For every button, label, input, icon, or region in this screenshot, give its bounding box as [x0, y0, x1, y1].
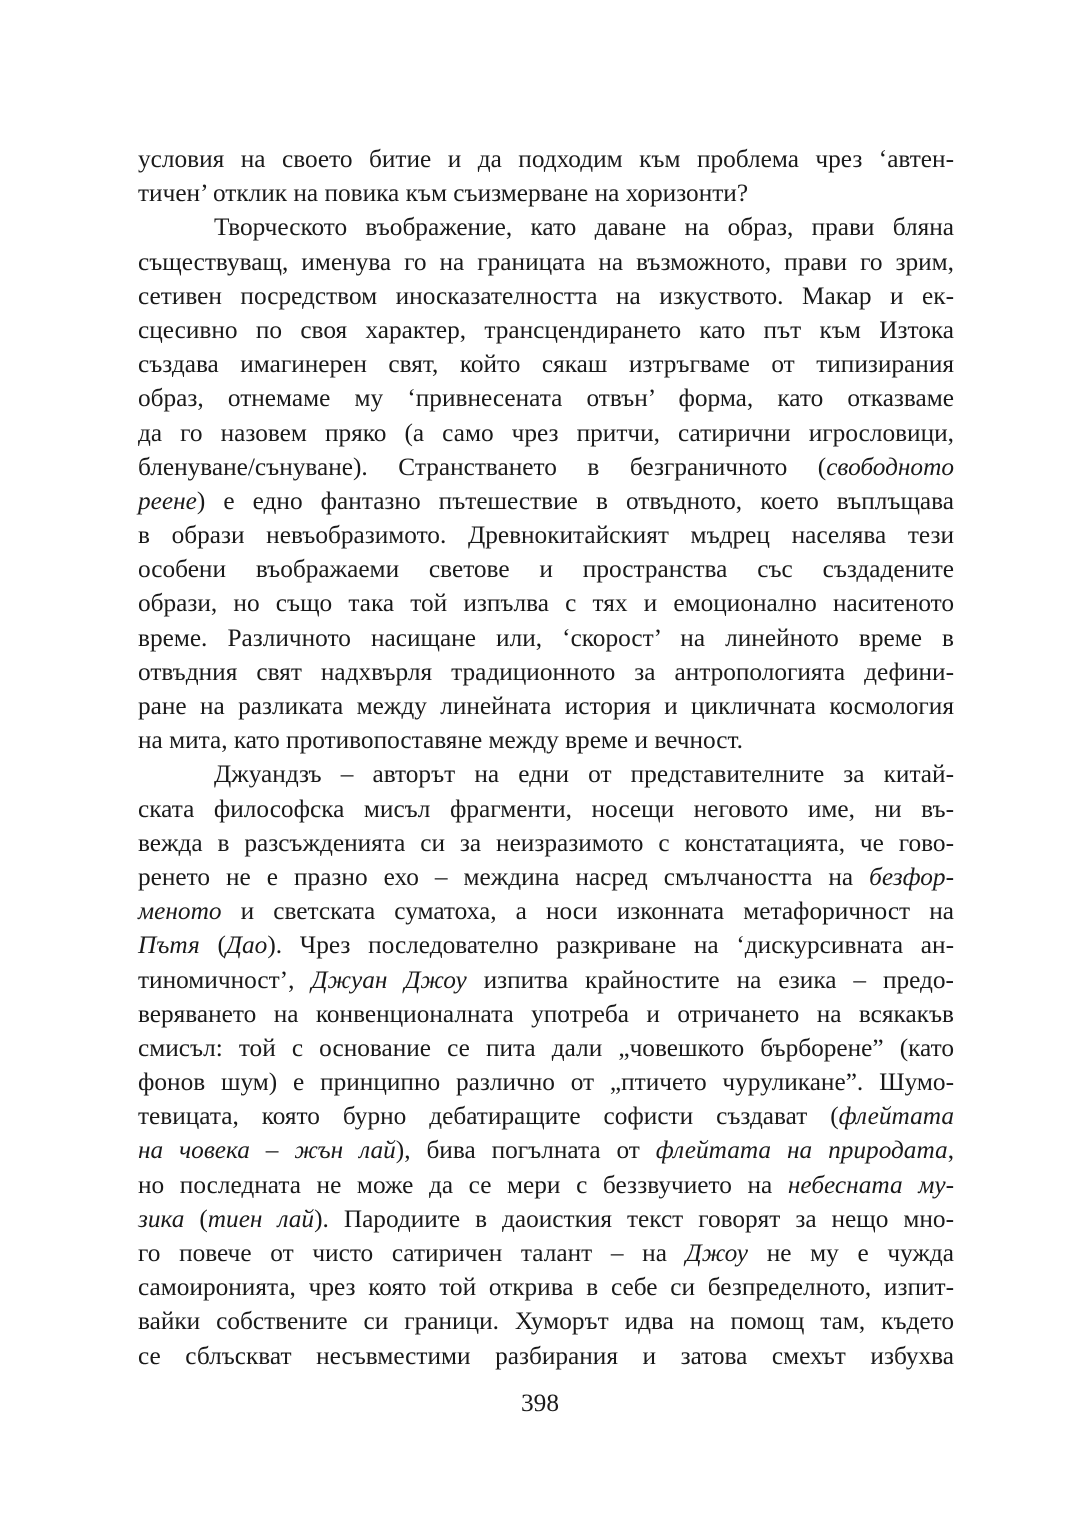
text-run: особени въображаеми светове и пространства със създадените: [138, 555, 954, 584]
text-run: веряването на конвенционалната употреба и отричането на всякакъв: [138, 999, 954, 1028]
text-run: Джуандзъ – авторът на едни от представителните за китай-: [214, 760, 954, 789]
text-run: ската философска мисъл фрагменти, носещи неговото име, ни въ-: [138, 794, 954, 823]
text-run: ), бива погълната от: [395, 1136, 656, 1165]
text-run: (: [184, 1204, 208, 1233]
italic-run: Пътя: [138, 931, 200, 960]
text-line: [138, 792, 954, 826]
text-run: ,: [947, 1136, 955, 1165]
text-line: [138, 655, 954, 689]
text-run: тевицата, която бурно дебатиращите софисти създават (: [138, 1102, 839, 1131]
italic-run: Дао: [225, 931, 268, 960]
text-line: [138, 1168, 954, 1202]
text-line: [138, 826, 954, 860]
text-line: [138, 450, 954, 484]
text-run: не му е чужда: [748, 1239, 954, 1267]
italic-run: небесната му-: [787, 1170, 954, 1199]
text-line: [138, 518, 954, 552]
text-line: [138, 245, 954, 279]
text-line: [138, 279, 954, 313]
text-run: се сблъскват несъвместими разбирания и затова смехът избухва: [138, 1341, 954, 1370]
text-run: вайки собствените си граници. Хуморът идва на помощ там, където: [138, 1307, 954, 1336]
italic-run: флейтата на природата: [655, 1136, 948, 1165]
text-line: [138, 894, 954, 928]
text-line: [138, 1133, 954, 1167]
text-run: ). Чрез последователно разкриване на ‘дискурсивната ан-: [267, 931, 955, 960]
text-line: [138, 142, 954, 176]
text-line: [138, 1339, 954, 1373]
paragraph-end-line: [138, 176, 954, 210]
text-line: [138, 484, 954, 518]
italic-run: безфор-: [869, 862, 954, 891]
text-run: ренето не е празно ехо – междина насред смълчаността на: [138, 862, 870, 891]
text-line: [138, 860, 954, 894]
italic-run: на човека – жън лай: [138, 1136, 396, 1165]
text-run: самоиронията, чрез която той открива в себе си безпределното, изпит-: [138, 1273, 954, 1302]
text-line: [138, 689, 954, 723]
page-number: 398: [521, 1389, 559, 1417]
italic-run: зика: [138, 1204, 185, 1233]
text-line: [138, 586, 954, 620]
text-line: [138, 963, 954, 997]
text-run: бленуване/сънуване). Странстването в безграничното (: [138, 452, 827, 481]
italic-run: Джоу: [685, 1239, 749, 1267]
text-run: съществуващ, именува го на границата на възможното, прави го зрим,: [138, 247, 954, 276]
text-run: сетивен посредством иносказателността на изкуството. Макар и ек-: [138, 281, 954, 310]
italic-run: реене: [138, 486, 197, 515]
body-text: [138, 142, 954, 1373]
text-line: [138, 621, 954, 655]
paragraph-first-line: [138, 757, 954, 791]
italic-run: свободното: [826, 452, 954, 481]
italic-run: тиен лай: [207, 1204, 315, 1233]
text-run: фонов шум) е принципно различно от „птичето чуруликане”. Шумо-: [138, 1068, 954, 1097]
text-run: ) е едно фантазно пътешествие в отвъдното, което въплъщава: [196, 486, 954, 515]
text-line: [138, 1031, 954, 1065]
text-line: [138, 313, 954, 347]
text-run: да го назовем пряко (а само чрез притчи, сатирични игрословици,: [138, 418, 954, 447]
text-run: смисъл: той с основание се пита дали „човешкото бърборене” (като: [138, 1033, 954, 1062]
text-run: образ, отнемаме му ‘привнесената отвън’ форма, като отказваме: [138, 384, 954, 413]
text-run: и светската суматоха, а носи изконната метафоричност на: [221, 897, 954, 926]
text-run: ). Пародиите в даоисткия текст говорят за нещо мно-: [314, 1204, 955, 1233]
text-line: [138, 1065, 954, 1099]
text-run: изпитва крайностите на езика – предо-: [466, 965, 954, 994]
text-run: условия на своето битие и да подходим към проблема чрез ‘автен-: [138, 145, 954, 173]
text-run: време. Различното насищане или, ‘скорост’ на линейното време в: [138, 623, 954, 652]
text-line: [138, 552, 954, 586]
italic-run: меното: [138, 897, 222, 926]
text-line: [138, 997, 954, 1031]
paragraph-first-line: [138, 210, 954, 244]
text-run: създава имагинерен свят, който сякаш изтръгваме от типизирания: [138, 350, 954, 379]
text-run: Творческото въображение, като даване на образ, прави бляна: [214, 213, 954, 242]
text-run: тичен’ отклик на повика към съизмерване на хоризонти?: [138, 179, 749, 208]
text-line: [138, 416, 954, 450]
text-run: образи, но също така той изпълва с тях и емоционално наситеното: [138, 589, 954, 618]
text-line: [138, 1202, 954, 1236]
italic-run: Джуан Джоу: [311, 965, 467, 994]
text-line: [138, 1099, 954, 1133]
text-run: вежда в разсъжденията си за неизразимото с констатацията, че гово-: [138, 828, 954, 857]
italic-run: флейтата: [838, 1102, 954, 1131]
text-line: [138, 1304, 954, 1338]
text-run: го повече от чисто сатиричен талант – на: [138, 1239, 686, 1267]
paragraph-end-line: [138, 723, 954, 757]
text-line: [138, 1236, 954, 1270]
text-line: [138, 1270, 954, 1304]
text-line: [138, 347, 954, 381]
text-run: отвъдния свят надхвърля традиционното за антропологията дефини-: [138, 657, 954, 686]
text-run: ране на разликата между линейната история и цикличната космология: [138, 692, 954, 720]
text-line: [138, 381, 954, 415]
text-run: (: [199, 931, 226, 960]
text-line: [138, 928, 954, 962]
text-run: сцесивно по своя характер, трансцендирането като път към Изтока: [138, 315, 954, 344]
text-run: в образи невъобразимото. Древнокитайският мъдрец населява тези: [138, 521, 954, 550]
text-run: но последната не може да се мери с беззвучието на: [138, 1170, 788, 1199]
text-run: тиномичност’,: [138, 965, 312, 994]
text-run: на мита, като противопоставяне между време и вечност.: [138, 726, 743, 755]
